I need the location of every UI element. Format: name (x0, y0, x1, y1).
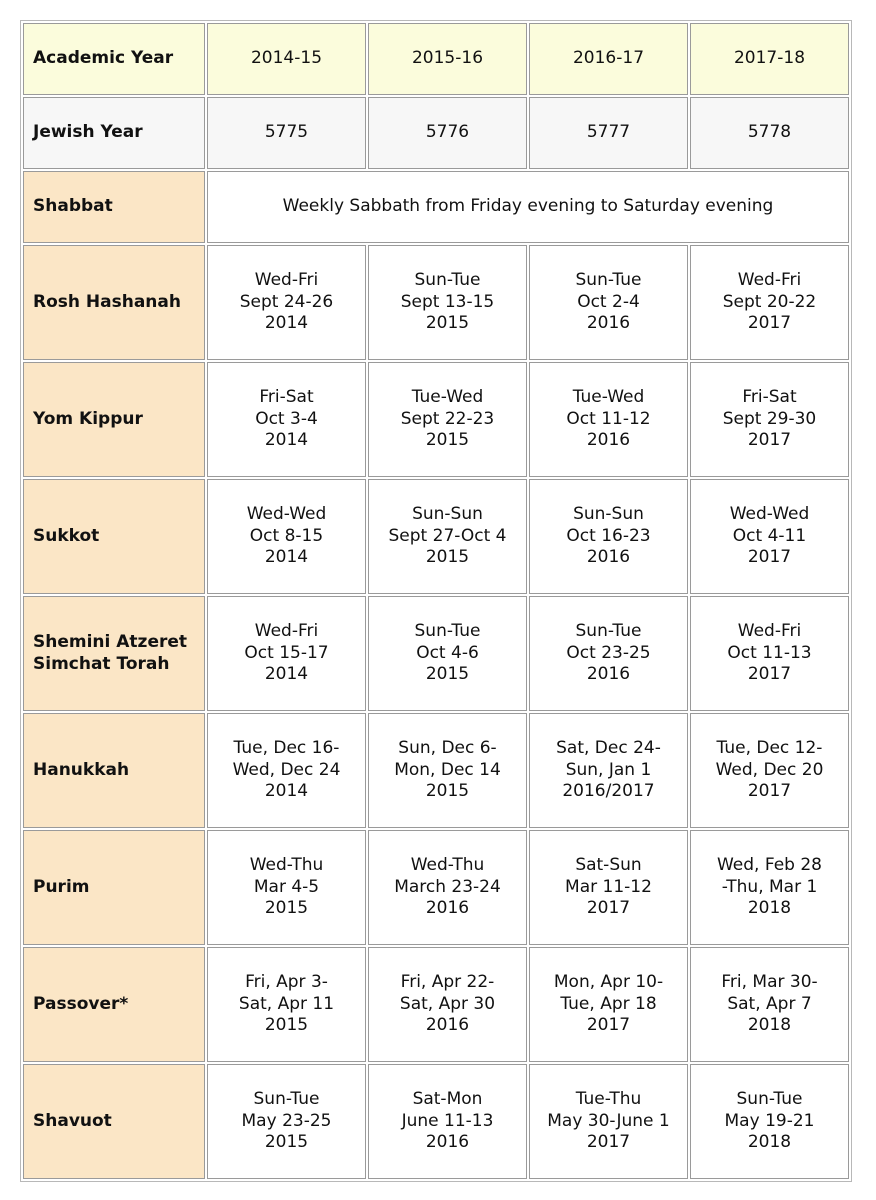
date-line: Wed, Dec 20 (715, 759, 824, 780)
shabbat-label: Shabbat (23, 171, 205, 243)
date-line: Sept 13-15 (400, 291, 495, 312)
date-line: Oct 4-6 (416, 642, 479, 663)
holiday-date-cell (368, 479, 527, 594)
academic-year-cell: 2015-16 (368, 23, 527, 95)
holiday-table (20, 20, 852, 1182)
date-line: Tue-Wed (411, 387, 484, 408)
holiday-name (23, 1064, 205, 1179)
holiday-row (23, 362, 849, 477)
holiday-name-line: Shemini Atzeret (33, 632, 188, 652)
date-line: 2014 (264, 547, 309, 568)
date-line: Tue, Dec 16- (233, 738, 340, 759)
date-line: 2017 (747, 664, 792, 685)
date-line: 2017 (747, 430, 792, 451)
date-line: 2015 (264, 1015, 309, 1036)
date-line: Sun-Tue (414, 270, 481, 291)
holiday-name (23, 596, 205, 711)
holiday-date-cell (368, 947, 527, 1062)
date-line: 2014 (264, 664, 309, 685)
date-line: Sept 27-Oct 4 (388, 525, 507, 546)
date-line: Tue-Thu (575, 1089, 642, 1110)
holiday-date-cell (690, 947, 849, 1062)
date-line: Tue, Dec 12- (716, 738, 823, 759)
date-line: Sat, Apr 7 (727, 993, 812, 1014)
date-line: Wed-Wed (246, 504, 327, 525)
date-line: 2018 (747, 1015, 792, 1036)
academic-year-cell: 2016-17 (529, 23, 688, 95)
academic-year-label: Academic Year (23, 23, 205, 95)
holiday-date-cell (207, 830, 366, 945)
jewish-year-cell: 5776 (368, 97, 527, 169)
date-line: Oct 16-23 (566, 525, 651, 546)
holiday-row (23, 947, 849, 1062)
date-line: 2015 (425, 664, 470, 685)
date-line: Tue, Apr 18 (560, 993, 657, 1014)
date-line: Sun-Sun (412, 504, 483, 525)
date-line: Sept 24-26 (239, 291, 334, 312)
holiday-date-cell (207, 1064, 366, 1179)
date-line: 2016 (586, 547, 631, 568)
jewish-year-cell: 5777 (529, 97, 688, 169)
date-line: 2017 (747, 547, 792, 568)
holiday-name (23, 479, 205, 594)
holiday-name (23, 362, 205, 477)
holiday-row (23, 830, 849, 945)
holiday-date-cell (690, 713, 849, 828)
date-line: Oct 3-4 (255, 408, 318, 429)
date-line: March 23-24 (394, 876, 501, 897)
jewish-year-row (23, 97, 849, 169)
holiday-date-cell (207, 479, 366, 594)
date-line: 2015 (425, 547, 470, 568)
date-line: Mar 11-12 (565, 876, 652, 897)
date-line: Fri-Sat (259, 387, 314, 408)
date-line: Oct 2-4 (577, 291, 640, 312)
holiday-name-line: Yom Kippur (33, 408, 143, 429)
date-line: Mon, Apr 10- (553, 972, 664, 993)
holiday-date-cell (368, 713, 527, 828)
date-line: Tue-Wed (572, 387, 645, 408)
date-line: 2016 (425, 1015, 470, 1036)
date-line: Sept 22-23 (400, 408, 495, 429)
date-line: Wed-Fri (254, 270, 319, 291)
date-line: May 30-June 1 (547, 1110, 670, 1131)
date-line: Sun-Tue (414, 621, 481, 642)
date-line: Mar 4-5 (253, 876, 320, 897)
academic-year-row (23, 23, 849, 95)
holiday-date-cell (529, 947, 688, 1062)
date-line: 2018 (747, 1132, 792, 1153)
holiday-name-line: Shavuot (33, 1110, 112, 1131)
shabbat-row (23, 171, 849, 243)
holiday-row (23, 596, 849, 711)
holiday-row (23, 245, 849, 360)
date-line: Oct 8-15 (249, 525, 324, 546)
date-line: Oct 11-13 (727, 642, 812, 663)
jewish-year-cell: 5775 (207, 97, 366, 169)
holiday-date-cell (529, 713, 688, 828)
holiday-date-cell (690, 479, 849, 594)
date-line: Sat, Apr 11 (238, 993, 335, 1014)
holiday-name-line: Sukkot (33, 525, 100, 546)
date-line: Sun-Tue (575, 270, 642, 291)
date-line: 2014 (264, 430, 309, 451)
academic-year-cell: 2014-15 (207, 23, 366, 95)
date-line: Wed-Fri (737, 621, 802, 642)
holiday-name (23, 947, 205, 1062)
holiday-date-cell (690, 1064, 849, 1179)
date-line: Sat, Dec 24- (556, 738, 661, 759)
date-line: 2015 (264, 898, 309, 919)
date-line: Sat-Sun (575, 855, 642, 876)
holiday-date-cell (690, 245, 849, 360)
date-line: Fri-Sat (742, 387, 797, 408)
date-line: 2014 (264, 313, 309, 334)
holiday-date-cell (529, 362, 688, 477)
date-line: Sept 29-30 (722, 408, 817, 429)
holiday-row (23, 479, 849, 594)
holiday-date-cell (368, 596, 527, 711)
holiday-date-cell (368, 830, 527, 945)
date-line: Wed-Fri (254, 621, 319, 642)
holiday-name (23, 713, 205, 828)
holiday-name-line: Simchat Torah (33, 653, 170, 674)
date-line: Wed-Thu (249, 855, 324, 876)
date-line: May 19-21 (724, 1110, 815, 1131)
holiday-name-line: Purim (33, 876, 90, 897)
holiday-date-cell (529, 1064, 688, 1179)
date-line: 2015 (425, 781, 470, 802)
shabbat-description: Weekly Sabbath from Friday evening to Saturday evening (207, 171, 849, 243)
date-line: 2017 (747, 313, 792, 334)
holiday-name (23, 245, 205, 360)
jewish-year-cell: 5778 (690, 97, 849, 169)
date-line: Sun-Tue (253, 1089, 320, 1110)
date-line: 2018 (747, 898, 792, 919)
date-line: Mon, Dec 14 (394, 759, 501, 780)
date-line: Oct 4-11 (732, 525, 807, 546)
holiday-date-cell (690, 830, 849, 945)
date-line: Wed, Dec 24 (232, 759, 341, 780)
date-line: 2015 (425, 313, 470, 334)
date-line: 2017 (586, 1015, 631, 1036)
date-line: 2014 (264, 781, 309, 802)
date-line: Fri, Apr 3- (245, 972, 328, 993)
date-line: Wed-Wed (729, 504, 810, 525)
date-line: 2016/2017 (562, 781, 655, 802)
holiday-date-cell (207, 362, 366, 477)
date-line: 2017 (586, 1132, 631, 1153)
holiday-date-cell (529, 479, 688, 594)
holiday-table-body (23, 23, 849, 1179)
holiday-name (23, 830, 205, 945)
holiday-row (23, 1064, 849, 1179)
date-line: Sept 20-22 (722, 291, 817, 312)
date-line: Oct 23-25 (566, 642, 651, 663)
date-line: Wed-Thu (410, 855, 485, 876)
jewish-year-label: Jewish Year (23, 97, 205, 169)
date-line: Sun-Tue (575, 621, 642, 642)
date-line: Fri, Apr 22- (400, 972, 495, 993)
date-line: June 11-13 (401, 1110, 494, 1131)
holiday-row (23, 713, 849, 828)
date-line: 2016 (425, 1132, 470, 1153)
holiday-date-cell (529, 596, 688, 711)
date-line: 2015 (264, 1132, 309, 1153)
holiday-date-cell (368, 1064, 527, 1179)
holiday-date-cell (207, 245, 366, 360)
date-line: Sun, Dec 6- (398, 738, 497, 759)
date-line: 2017 (586, 898, 631, 919)
holiday-date-cell (207, 596, 366, 711)
date-line: -Thu, Mar 1 (721, 876, 818, 897)
holiday-name-line: Rosh Hashanah (33, 291, 181, 312)
date-line: Oct 11-12 (566, 408, 651, 429)
date-line: Fri, Mar 30- (721, 972, 818, 993)
holiday-date-cell (207, 947, 366, 1062)
date-line: Sat-Mon (412, 1089, 483, 1110)
date-line: 2016 (425, 898, 470, 919)
date-line: 2016 (586, 430, 631, 451)
holiday-name-line: Passover* (33, 993, 129, 1014)
date-line: 2016 (586, 313, 631, 334)
holiday-date-cell (690, 362, 849, 477)
holiday-date-cell (529, 245, 688, 360)
date-line: Oct 15-17 (244, 642, 329, 663)
date-line: Sun, Jan 1 (565, 759, 652, 780)
date-line: Sun-Sun (573, 504, 644, 525)
date-line: 2017 (747, 781, 792, 802)
academic-year-cell: 2017-18 (690, 23, 849, 95)
holiday-date-cell (207, 713, 366, 828)
holiday-calendar (20, 20, 852, 1182)
holiday-date-cell (690, 596, 849, 711)
date-line: Wed-Fri (737, 270, 802, 291)
date-line: May 23-25 (241, 1110, 332, 1131)
date-line: Sat, Apr 30 (399, 993, 496, 1014)
holiday-date-cell (368, 362, 527, 477)
date-line: 2016 (586, 664, 631, 685)
date-line: 2015 (425, 430, 470, 451)
holiday-date-cell (368, 245, 527, 360)
holiday-date-cell (529, 830, 688, 945)
date-line: Sun-Tue (736, 1089, 803, 1110)
holiday-name-line: Hanukkah (33, 759, 130, 780)
date-line: Wed, Feb 28 (716, 855, 822, 876)
